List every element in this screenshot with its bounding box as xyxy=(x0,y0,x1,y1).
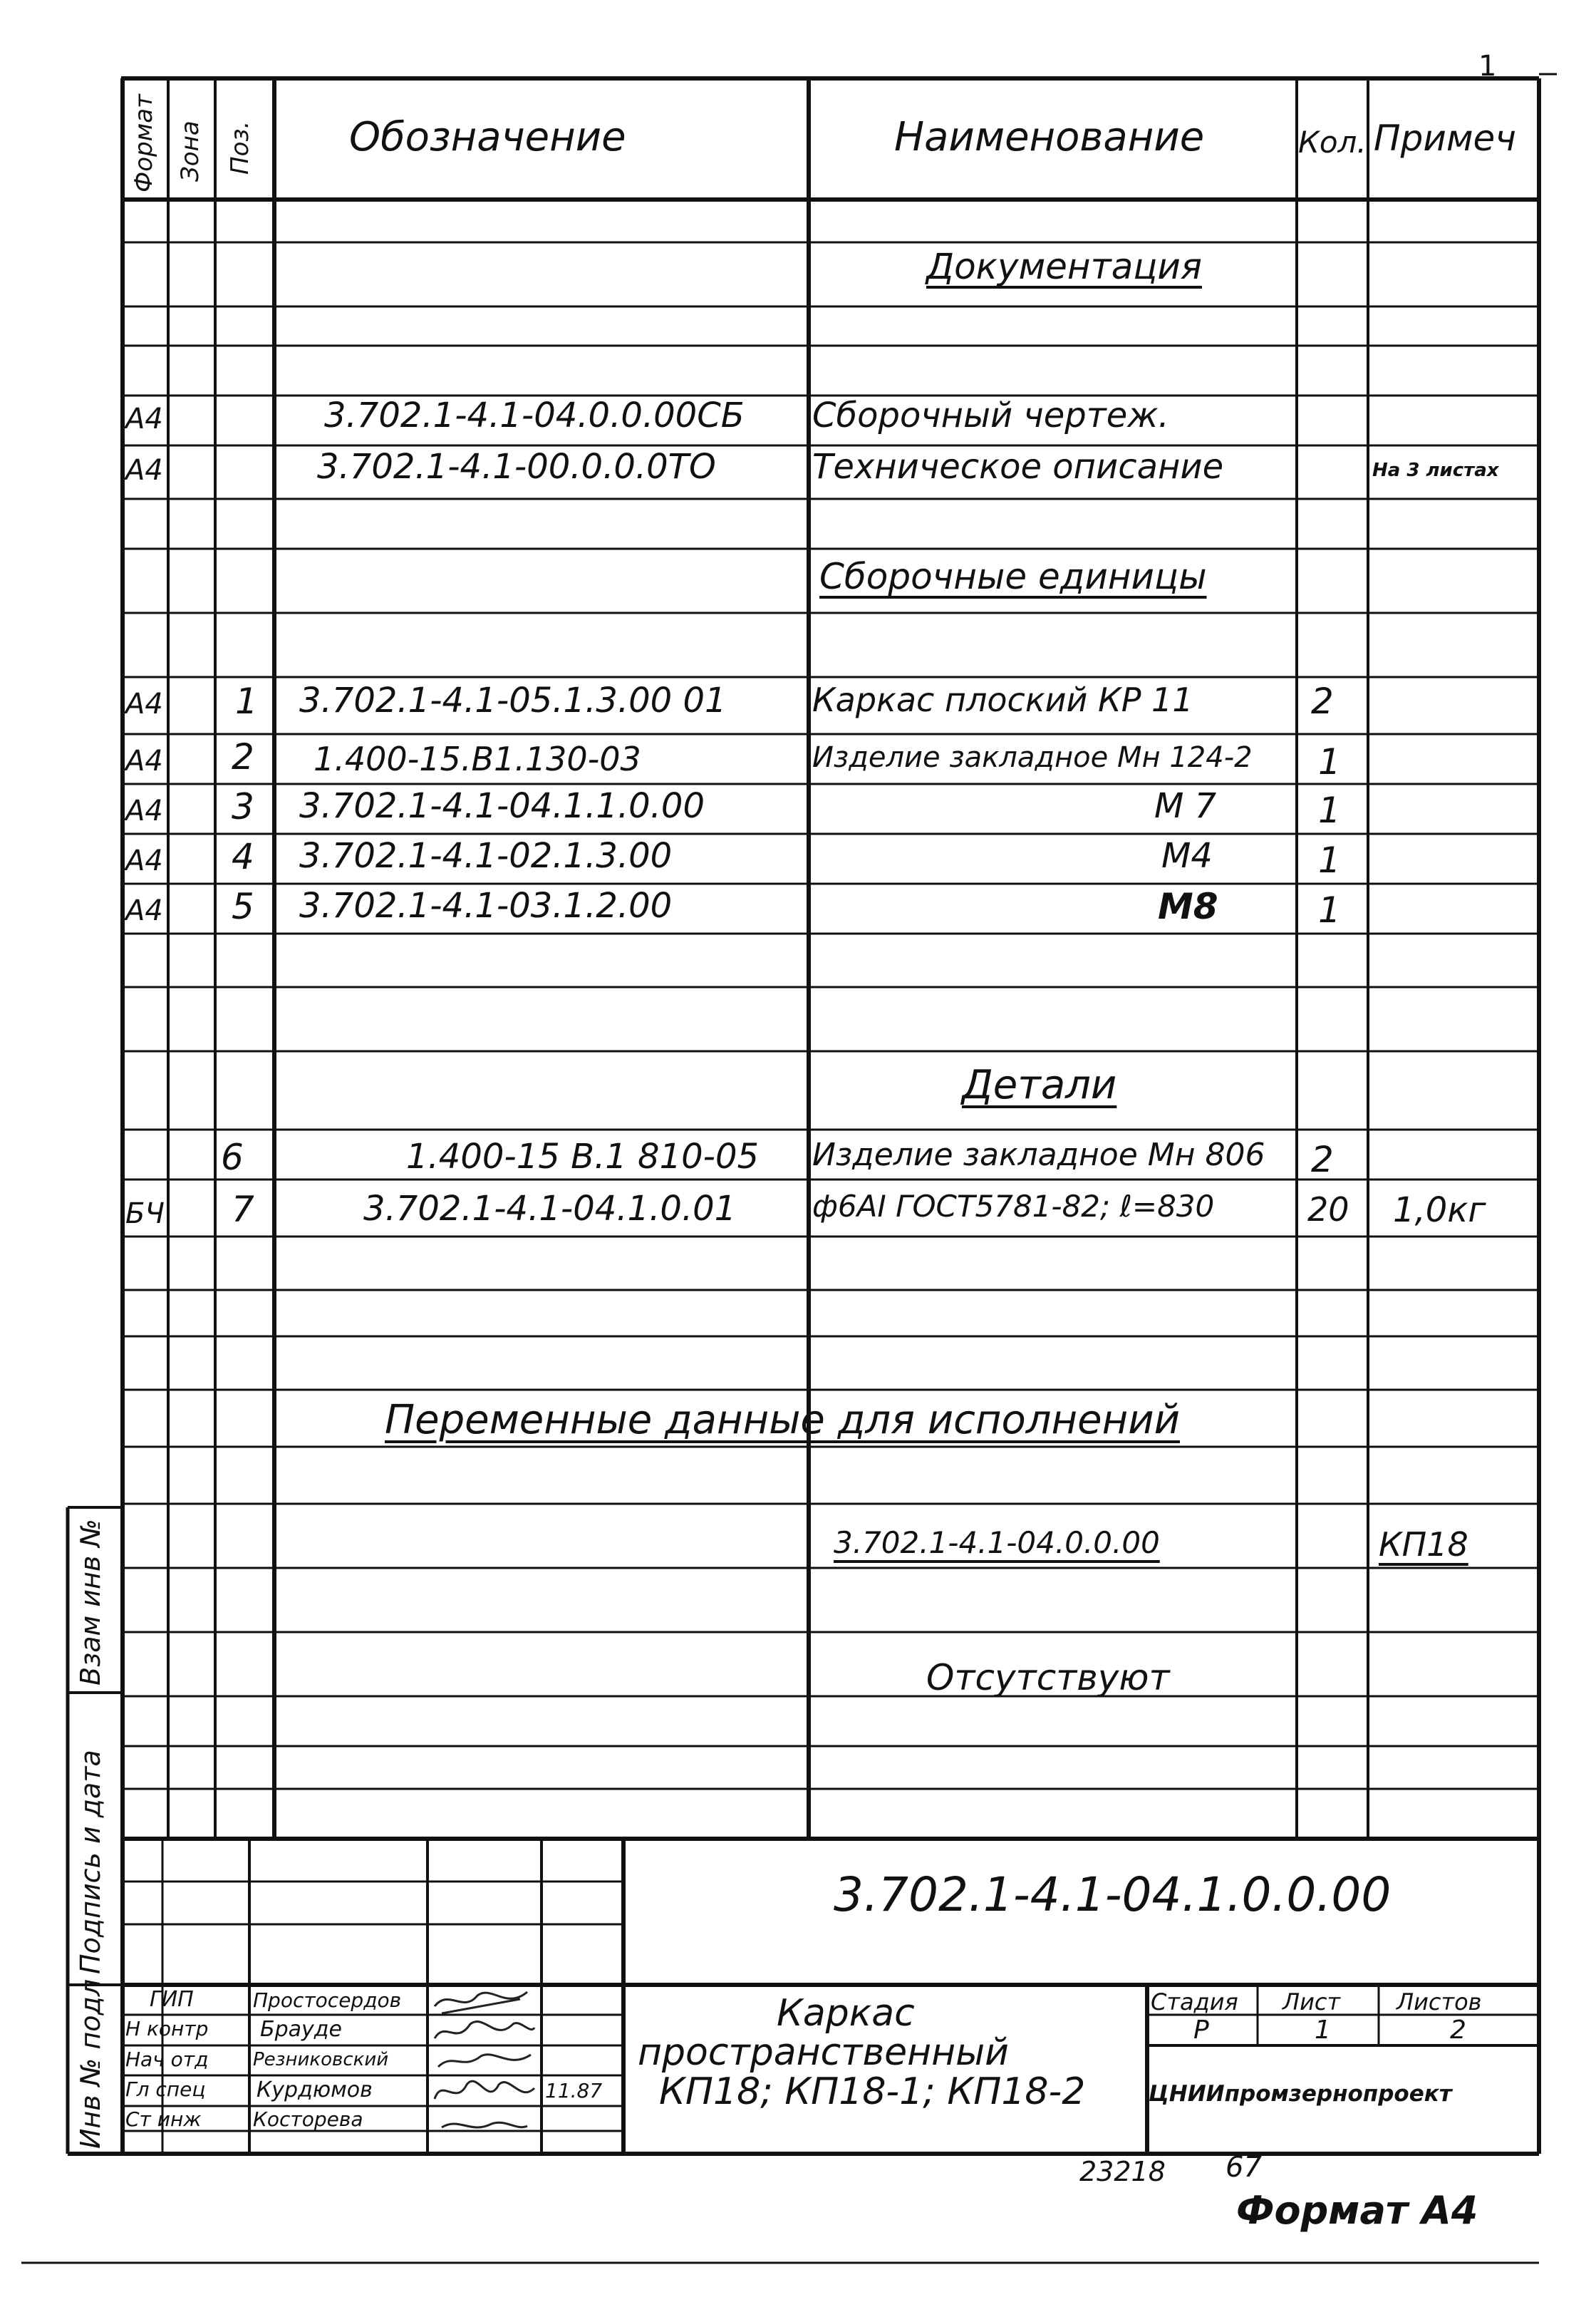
row-pos: 1 xyxy=(235,681,258,722)
variable-variant: КП18 xyxy=(1379,1525,1468,1564)
row-designation: 3.702.1-4.1-02.1.3.00 xyxy=(299,836,673,876)
sign-date: 11.87 xyxy=(545,2079,603,2102)
row-qty: 1 xyxy=(1318,741,1341,783)
row-pos: 4 xyxy=(232,836,254,877)
variable-designation: 3.702.1-4.1-04.0.0.00 xyxy=(834,1525,1160,1560)
margin-swap-inv: Взам инв № xyxy=(75,1519,106,1686)
page-number: 1 xyxy=(1478,50,1497,83)
row-name: М4 xyxy=(1161,836,1213,876)
organization: ЦНИИпромзернопроект xyxy=(1149,2081,1452,2107)
title-line-2: пространственный xyxy=(638,2031,1009,2074)
format-label: Формат А4 xyxy=(1236,2188,1478,2233)
row-name: Изделие закладное Мн 806 xyxy=(812,1137,1265,1173)
signer-role: ГИП xyxy=(150,1987,194,2012)
row-format: А4 xyxy=(125,454,163,487)
signer-role: Ст инж xyxy=(125,2107,202,2131)
row-qty: 1 xyxy=(1318,840,1341,881)
row-format: А4 xyxy=(125,894,163,927)
document-code: 3.702.1-4.1-04.1.0.0.00 xyxy=(834,1867,1392,1922)
row-format: БЧ xyxy=(125,1197,165,1230)
row-qty: 2 xyxy=(1311,681,1334,722)
row-designation: 3.702.1-4.1-04.0.0.00СБ xyxy=(324,396,745,435)
signer-name: Косторева xyxy=(253,2107,363,2131)
title-line-1: Каркас xyxy=(777,1992,915,2035)
row-designation: 1.400-15.В1.130-03 xyxy=(314,740,641,778)
row-designation: 3.702.1-4.1-03.1.2.00 xyxy=(299,886,673,926)
row-pos: 2 xyxy=(232,736,254,778)
row-qty: 20 xyxy=(1307,1190,1349,1229)
signer-name: Резниковский xyxy=(253,2049,389,2070)
row-name: Изделие закладное Мн 124-2 xyxy=(812,741,1253,774)
row-format: А4 xyxy=(125,688,163,721)
section-assembly-units: Сборочные единицы xyxy=(819,556,1207,597)
header-pos: Поз. xyxy=(226,120,254,175)
row-format: А4 xyxy=(125,795,163,827)
variable-absent: Отсутствуют xyxy=(926,1657,1170,1698)
row-name: М8 xyxy=(1158,886,1218,927)
stage-label: Стадия xyxy=(1151,1988,1238,2015)
row-name: Техническое описание xyxy=(812,447,1224,487)
row-name: Сборочный чертеж. xyxy=(812,396,1169,435)
margin-sign-date: Подпись и дата xyxy=(75,1750,106,1974)
row-format: А4 xyxy=(125,745,163,778)
header-note: Примеч xyxy=(1374,118,1516,159)
row-format: А4 xyxy=(125,403,163,435)
row-name: М 7 xyxy=(1154,786,1217,826)
signer-role: Н контр xyxy=(125,2017,209,2040)
section-variable-data: Переменные данные для исполнений xyxy=(385,1397,1181,1443)
signer-name: Курдюмов xyxy=(256,2078,373,2102)
row-qty: 2 xyxy=(1311,1139,1334,1180)
header-zone: Зона xyxy=(176,120,204,182)
row-pos: 3 xyxy=(232,786,254,827)
signer-name: Брауде xyxy=(260,2017,342,2042)
header-qty: Кол. xyxy=(1298,125,1367,160)
row-qty: 1 xyxy=(1318,889,1341,931)
archive-sub-number: 67 xyxy=(1226,2151,1262,2184)
header-format: Формат xyxy=(130,94,158,192)
header-name: Наименование xyxy=(894,114,1205,160)
row-format: А4 xyxy=(125,845,163,877)
row-designation: 3.702.1-4.1-00.0.0.0ТО xyxy=(317,447,716,487)
row-pos: 5 xyxy=(232,886,254,927)
row-note: 1,0кг xyxy=(1393,1190,1486,1230)
sheets-label: Листов xyxy=(1396,1988,1482,2015)
sheets-value: 2 xyxy=(1450,2015,1466,2045)
row-note: На 3 листах xyxy=(1372,460,1499,481)
signer-name: Простосердов xyxy=(253,1988,402,2012)
row-name: Каркас плоский КР 11 xyxy=(812,681,1193,719)
row-designation: 3.702.1-4.1-05.1.3.00 01 xyxy=(299,681,727,721)
row-designation: 1.400-15 В.1 810-05 xyxy=(406,1137,760,1177)
row-qty: 1 xyxy=(1318,790,1341,831)
section-parts: Детали xyxy=(962,1062,1117,1108)
stage-value: Р xyxy=(1193,2015,1209,2045)
header-designation: Обозначение xyxy=(349,114,626,160)
signer-role: Нач отд xyxy=(125,2048,209,2071)
row-designation: 3.702.1-4.1-04.1.1.0.00 xyxy=(299,786,705,826)
sheet-value: 1 xyxy=(1315,2015,1331,2045)
row-pos: 6 xyxy=(221,1137,244,1178)
title-line-3: КП18; КП18-1; КП18-2 xyxy=(659,2070,1086,2113)
archive-number: 23218 xyxy=(1079,2156,1166,2187)
sheet-label: Лист xyxy=(1282,1988,1341,2015)
section-documentation: Документация xyxy=(926,246,1202,287)
row-designation: 3.702.1-4.1-04.1.0.01 xyxy=(363,1189,737,1229)
margin-inv-orig: Инв № подл xyxy=(75,1978,106,2149)
signatures xyxy=(428,1985,542,2154)
row-pos: 7 xyxy=(232,1189,254,1230)
row-name: ф6АI ГОСТ5781-82; ℓ=830 xyxy=(812,1189,1215,1224)
signer-role: Гл спец xyxy=(125,2078,206,2101)
